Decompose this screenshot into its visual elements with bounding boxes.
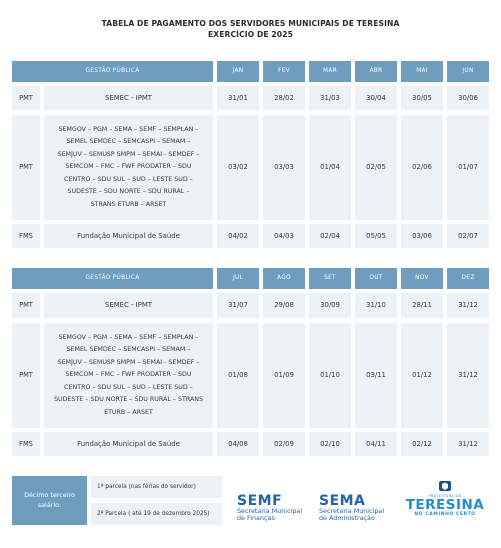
payment-date: 02/06: [401, 115, 443, 220]
decimo-label-line1: Décimo terceiro: [24, 491, 75, 499]
row-description: [44, 323, 213, 428]
payment-date: 28/02: [263, 86, 305, 110]
document-title: TABELA DE PAGAMENTO DOS SERVIDORES MUNICIPAIS DE TERESINA: [101, 19, 400, 28]
month-header: OUT: [355, 268, 397, 289]
payment-date: 01/09: [263, 323, 305, 428]
description-line: SEMJUV – SEMUSP SMPM – SEMAI - SEMDEF –: [57, 358, 200, 366]
month-header: DEZ: [447, 268, 489, 289]
row-description: [44, 293, 213, 318]
description-line: SEMEL SEMDEC – SEMCASPI – SEMAM –: [66, 138, 191, 146]
sema-line1: Secretaria Municipal: [319, 507, 385, 515]
description-line: CENTRO – SDU SUL – SUD – LESTE SUD –: [64, 383, 193, 391]
parcela-1: 1ª parcela (nas férias do servidor): [91, 476, 222, 498]
description-line: SEMEL SEMDEC – SEMCASPI – SEMAM –: [66, 346, 191, 354]
payment-date: 03/03: [263, 115, 305, 220]
month-header: MAI: [401, 61, 443, 82]
semf-name: SEMF: [237, 493, 283, 509]
table-header-group: GESTÃO PÚBLICA: [12, 61, 213, 82]
semf-line1: Secretaria Municipal: [237, 507, 303, 515]
description-line: CENTRO – SDU SUL – SUD – LESTE SUD –: [64, 175, 193, 183]
payment-date: 03/02: [217, 115, 259, 220]
parcela-2: 2ª Parcela ( até 19 de dezembro 2025): [91, 503, 222, 525]
payment-date: 01/07: [447, 115, 489, 220]
sema-logo: [319, 494, 384, 523]
month-header: JAN: [217, 61, 259, 82]
payment-date: 03/06: [401, 224, 443, 248]
row-description: [44, 86, 213, 110]
payment-date: 31/12: [447, 293, 489, 318]
decimo-label-line2: salário:: [37, 500, 62, 509]
month-header: MAR: [309, 61, 351, 82]
row-description: [44, 224, 213, 248]
month-header: ABR: [355, 61, 397, 82]
teresina-name: TERESINA: [405, 497, 485, 513]
table-header-group: GESTÃO PÚBLICA: [12, 268, 213, 289]
payment-date: 30/05: [401, 86, 443, 110]
payment-date: 02/09: [263, 432, 305, 456]
payment-date: 01/08: [217, 323, 259, 428]
description-line: SEMGOV – PGM – SEMA – SEMF – SEMPLAN –: [58, 125, 199, 133]
semf-logo: [237, 494, 302, 523]
payment-date: 30/06: [447, 86, 489, 110]
row-code: PMT: [12, 293, 40, 318]
payment-date: 29/08: [263, 293, 305, 318]
payment-date: 05/05: [355, 224, 397, 248]
description-line: SEMCOM – FMC – FWF PRODATER – SDU: [65, 371, 192, 379]
description-line: SEMGOV – PGM – SEMA – SEMF – SEMPLAN –: [58, 333, 199, 341]
row-code: PMT: [12, 86, 40, 110]
payment-date: 30/09: [309, 293, 351, 318]
payment-date: 04/08: [217, 432, 259, 456]
payment-date: 28/11: [401, 293, 443, 318]
month-header: NOV: [401, 268, 443, 289]
payment-date: 04/03: [263, 224, 305, 248]
row-code: FMS: [12, 224, 40, 248]
row-description: [44, 432, 213, 456]
month-header: SET: [309, 268, 351, 289]
semf-line2: de Finanças: [237, 514, 275, 523]
row-description: [44, 115, 213, 220]
teresina-logo: [402, 480, 488, 518]
payment-date: 01/12: [401, 323, 443, 428]
payment-date: 02/10: [309, 432, 351, 456]
row-code: PMT: [12, 323, 40, 428]
payment-date: 01/10: [309, 323, 351, 428]
document-subtitle: EXERCÍCIO DE 2025: [208, 30, 293, 39]
month-header: JUL: [217, 268, 259, 289]
teresina-top: PREFEITURA DE: [428, 494, 462, 498]
sema-line2: de Administração: [319, 514, 375, 523]
description-line: SEMEC - IPMT: [104, 301, 153, 309]
month-header: JUN: [447, 61, 489, 82]
payment-date: 31/07: [217, 293, 259, 318]
payment-date: 30/04: [355, 86, 397, 110]
description-line: SEMCOM – FMC – FWF PRODATER – SDU: [65, 163, 192, 171]
payment-date: 02/07: [447, 224, 489, 248]
payment-date: 31/03: [309, 86, 351, 110]
payment-date: 31/12: [447, 323, 489, 428]
description-line: Fundação Municipal de Saúde: [77, 439, 180, 448]
description-line: ETURB – ARSET: [104, 408, 153, 416]
teresina-tagline: NO CAMINHO CERTO: [414, 512, 476, 517]
payment-date: 31/01: [217, 86, 259, 110]
payment-date: 03/11: [355, 323, 397, 428]
coat-of-arms-icon: [437, 480, 453, 494]
payment-date: 04/11: [355, 432, 397, 456]
description-line: SEMJUV – SEMUSP SMPM – SEMAI - SEMDEF –: [57, 150, 200, 158]
description-line: Fundação Municipal de Saúde: [77, 231, 180, 240]
payment-date: 31/12: [447, 432, 489, 456]
sema-name: SEMA: [319, 493, 366, 509]
description-line: SEMEC - IPMT: [104, 93, 153, 102]
month-header: FEV: [263, 61, 305, 82]
row-code: PMT: [12, 115, 40, 220]
payment-date: 04/02: [217, 224, 259, 248]
payment-date: 02/04: [309, 224, 351, 248]
payment-date: 31/10: [355, 293, 397, 318]
description-line: STRANS ETURB – ARSET: [90, 200, 167, 208]
payment-date: 01/04: [309, 115, 351, 220]
decimo-label: [12, 476, 87, 525]
row-code: FMS: [12, 432, 40, 456]
month-header: AGO: [263, 268, 305, 289]
description-line: SUDESTE – SDU NORTE – SDU RURAL –: [67, 188, 190, 196]
payment-date: 02/05: [355, 115, 397, 220]
payment-date: 02/12: [401, 432, 443, 456]
description-line: SUDESTE – SDU NORTE – SDU RURAL – STRANS: [54, 396, 203, 404]
